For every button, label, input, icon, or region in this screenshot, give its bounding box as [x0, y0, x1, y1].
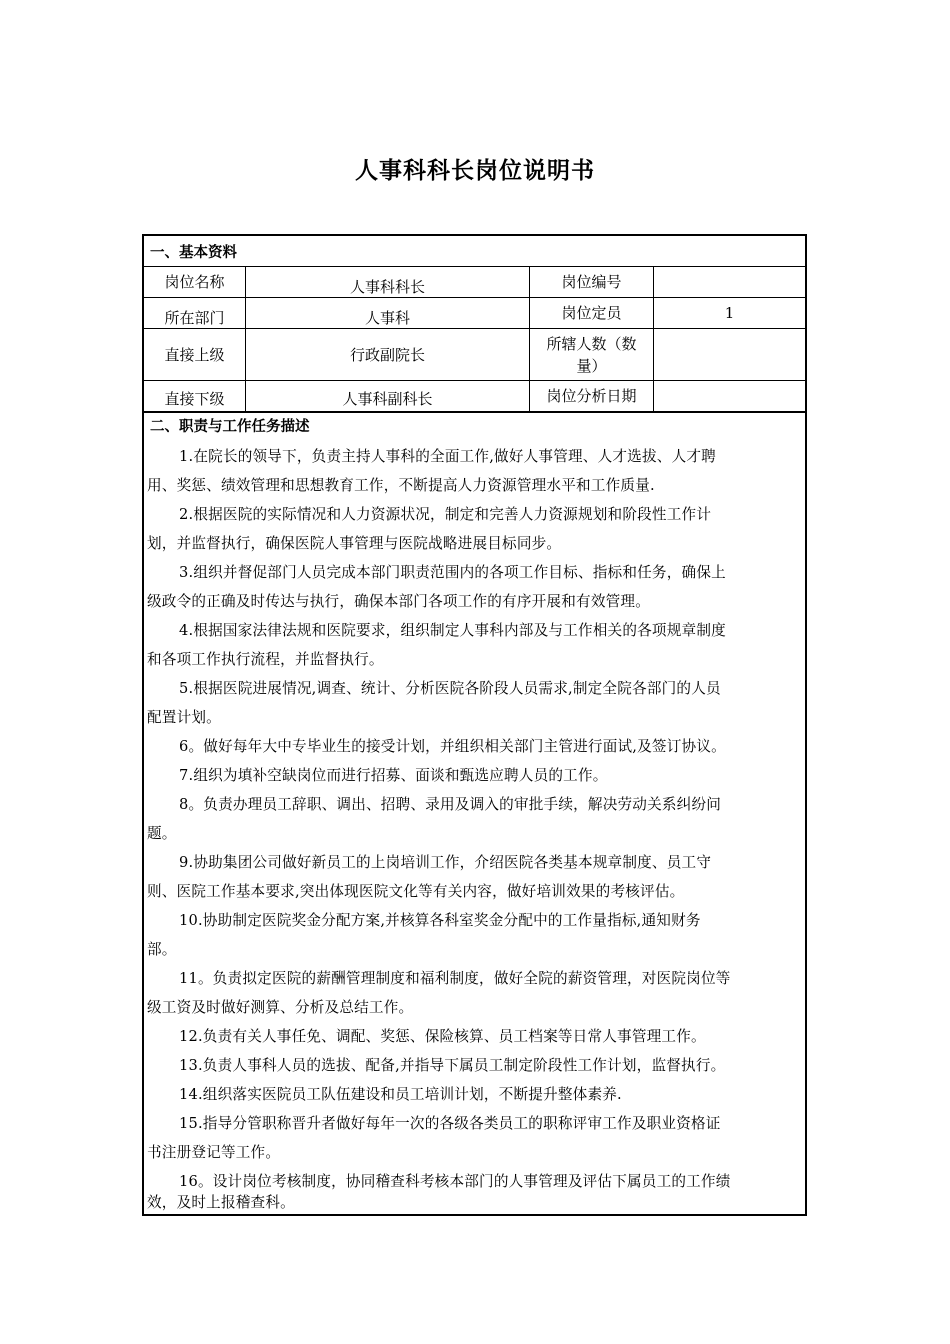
- duty-line: 划，并监督执行，确保医院人事管理与医院战略进展目标同步。: [147, 535, 562, 552]
- page-title: 人事科科长岗位说明书: [355, 158, 595, 184]
- duty-line: 级政令的正确及时传达与执行，确保本部门各项工作的有序开展和有效管理。: [147, 593, 650, 610]
- duty-line: 7.组织为填补空缺岗位而进行招募、面谈和甄选应聘人员的工作。: [179, 767, 608, 784]
- label-subordinate-count: 所辖人数（数量）: [546, 334, 637, 375]
- label-headcount: 岗位定员: [561, 304, 622, 322]
- label-analysis-date: 岗位分析日期: [546, 387, 637, 405]
- job-description-table: [142, 234, 807, 1216]
- duty-line: 14.组织落实医院员工队伍建设和员工培训计划，不断提升整体素养.: [179, 1086, 622, 1103]
- value-analysis-date: [654, 381, 805, 411]
- duty-line: 1.在院长的领导下，负责主持人事科的全面工作,做好人事管理、人才选拔、人才聘: [179, 448, 716, 465]
- label-department: 所在部门: [164, 309, 225, 327]
- duty-line: 16。设计岗位考核制度，协同稽查科考核本部门的人事管理及评估下属员工的工作绩: [179, 1173, 731, 1190]
- value-department: 人事科: [364, 309, 410, 327]
- section-duties-heading: 二、职责与工作任务描述: [150, 419, 310, 435]
- duty-line: 部。: [147, 941, 177, 958]
- duty-line: 9.协助集团公司做好新员工的上岗培训工作，介绍医院各类基本规章制度、员工守: [179, 854, 712, 871]
- duty-line: 5.根据医院进展情况,调查、统计、分析医院各阶段人员需求,制定全院各部门的人员: [179, 680, 721, 697]
- label-direct-superior: 直接上级: [164, 345, 225, 364]
- duty-line: 15.指导分管职称晋升者做好每年一次的各级各类员工的职称评审工作及职业资格证: [179, 1115, 721, 1132]
- duty-line: 11。负责拟定医院的薪酬管理制度和福利制度，做好全院的薪资管理，对医院岗位等: [179, 970, 731, 987]
- duty-line: 4.根据国家法律法规和医院要求，组织制定人事科内部及与工作相关的各项规章制度: [179, 622, 726, 639]
- duty-line: 2.根据医院的实际情况和人力资源状况，制定和完善人力资源规划和阶段性工作计: [179, 506, 712, 523]
- value-headcount: 1: [724, 304, 735, 322]
- duty-line: 书注册登记等工作。: [147, 1144, 281, 1161]
- duty-line: 级工资及时做好测算、分析及总结工作。: [147, 999, 414, 1016]
- section-basic-info-heading: 一、基本资料: [150, 245, 237, 261]
- duty-line: 13.负责人事科人员的选拔、配备,并指导下属员工制定阶段性工作计划，监督执行。: [179, 1057, 726, 1074]
- duty-line: 效，及时上报稽查科。: [147, 1194, 295, 1211]
- value-direct-superior: 行政副院长: [349, 345, 425, 364]
- duty-line: 用、奖惩、绩效管理和思想教育工作，不断提高人力资源管理水平和工作质量.: [147, 477, 655, 494]
- duty-line: 和各项工作执行流程，并监督执行。: [147, 651, 384, 668]
- duty-line: 10.协助制定医院奖金分配方案,并核算各科室奖金分配中的工作量指标,通知财务: [179, 912, 701, 929]
- duty-line: 配置计划。: [147, 709, 221, 726]
- duty-line: 题。: [147, 825, 177, 842]
- label-position-number: 岗位编号: [561, 273, 622, 291]
- value-position-number: [654, 267, 805, 297]
- value-position-name: 人事科科长: [349, 278, 425, 296]
- duty-line: 12.负责有关人事任免、调配、奖惩、保险核算、员工档案等日常人事管理工作。: [179, 1028, 706, 1045]
- duty-line: 则、医院工作基本要求,突出体现医院文化等有关内容，做好培训效果的考核评估。: [147, 883, 685, 900]
- value-subordinate-count: [654, 329, 805, 380]
- label-direct-subordinate: 直接下级: [164, 390, 225, 408]
- duty-line: 8。负责办理员工辞职、调出、招聘、录用及调入的审批手续，解决劳动关系纠纷问: [179, 796, 722, 813]
- value-direct-subordinate: 人事科副科长: [342, 390, 433, 408]
- label-position-name: 岗位名称: [164, 273, 225, 291]
- duty-line: 6。做好每年大中专毕业生的接受计划，并组织相关部门主管进行面试,及签订协议。: [179, 738, 726, 755]
- duty-line: 3.组织并督促部门人员完成本部门职责范围内的各项工作目标、指标和任务，确保上: [179, 564, 726, 581]
